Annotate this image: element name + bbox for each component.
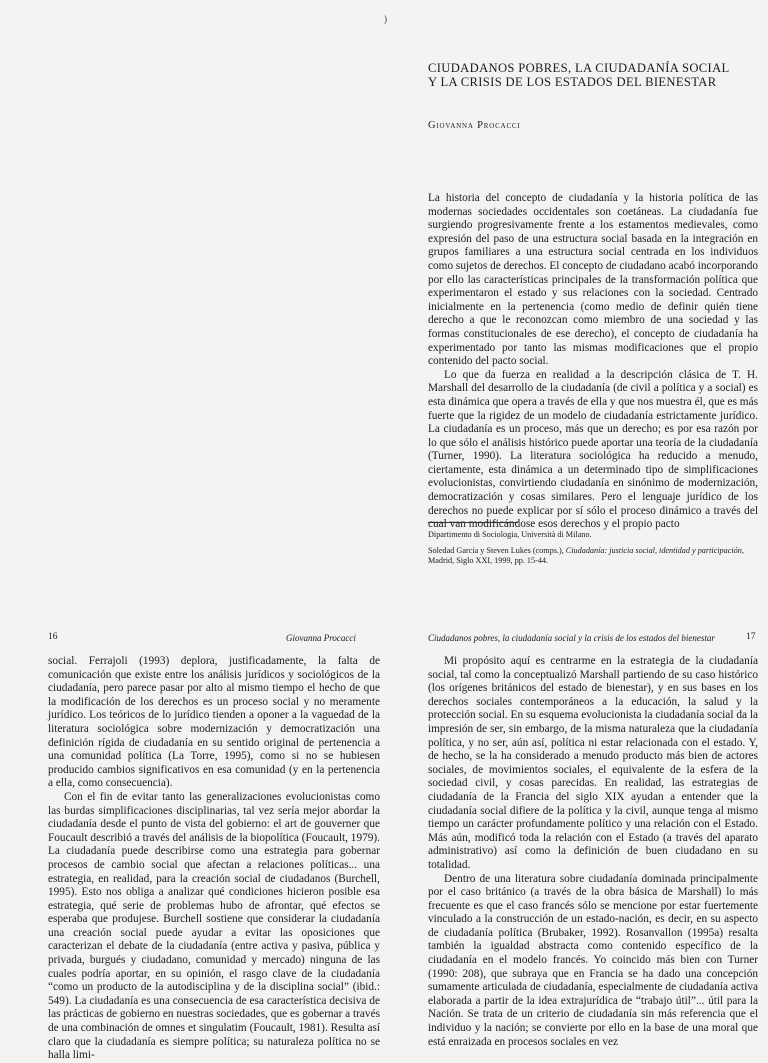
paragraph: Lo que da fuerza en realidad a la descripción clásica de T. H. Marshall del desarrollo de la ciudadanía (de civil a política y a social) es esta dinámica que opera a través de ella y que nos muestra él, que es más fuerte que la rigidez de un modelo de ciudadanía estrictamente jurídico. La ciudadanía es un proceso, más que un derecho; es por esa razón por lo que sólo el análisis histórico puede aportar una teoría de la ciudadanía (Turner, 1990). La literatura sociológica ha reducido a menudo, ciertamente, esta dinámica a un determinado tipo de simplificaciones evolucionistas, convirtiendo ciudadanía en sinónimo de modernización, democratización y cosas similares. Pero el lenguaje jurídico de los derechos no puede explicar por sí sólo el proceso dinámico a través del cual van modificándose esos derechos y el propio pacto: [428, 368, 758, 531]
left-running-head: Giovanna Procacci: [286, 633, 356, 643]
footnote-source-editors: Soledad García y Steven Lukes (comps.),: [428, 546, 566, 555]
left-page-body: [48, 655, 380, 1062]
footnote-source: [428, 546, 758, 566]
paragraph: Con el fin de evitar tanto las generalizaciones evolucionistas como las burdas simplificaciones disciplinarias, tal vez sería mejor abordar la ciudadanía desde el punto de vista del gobierno: el art de gouverner que Foucault describió a través del análisis de la biopolítica (Foucault, 1979). La ciudadanía puede describirse como una estrategia para gobernar procesos de cambio social que afectan a relaciones políticas... una estrategia, en realidad, para la creación social de ciudadanos (Burchell, 1995). Esto nos obliga a analizar qué condiciones hicieron posible esa estrategia, qué serie de problemas hubo de afrontar, qué efectos se esperaba que produjese. Burchell sostiene que considerar la ciudadanía una creación social puede ayudar a evitar las oposiciones que caracterizan el debate de la ciudadanía (entre activa y pasiva, pública y privada, burgués y ciudadano, comunidad y mercado) ninguna de las cuales podría aportar, en su opinión, el rasgo clave de la ciudadanía “como un producto de la autodisciplina y de la disciplina social” (ibid.: 549). La ciudadanía es una consecuencia de esa característica decisiva de las prácticas de gobierno en nuestras sociedades, que es gobernar a través de una combinación de omnes et singulatim (Foucault, 1981). Resulta así claro que la ciudadanía es siempre política; su naturaleza política no se halla limi-: [48, 790, 380, 1062]
title-line-1: CIUDADANOS POBRES, LA CIUDADANÍA SOCIAL: [428, 61, 730, 75]
right-page-body: [428, 655, 758, 1048]
footnote-source-publisher: , Madrid, Siglo XXI, 1999, pp. 15-44.: [428, 546, 744, 565]
paragraph: La historia del concepto de ciudadanía y la historia política de las modernas sociedades occidentales son coetáneas. La ciudadanía fue surgiendo progresivamente frente a los estamentos medievales, como expresión del paso de una estructura social basada en la integración en grupos familiares a una estructura social centrada en los individuos como sujetos de derechos. El concepto de ciudadano acabó incorporando por ello las características principales de la transformación política que experimentaron el estado y sus relaciones con la sociedad. Centrado inicialmente en la pertenencia (como medio de definir quién tiene derecho a que le reconozcan como miembro de una sociedad y las formas constitucionales de ese derecho), el concepto de ciudadanía ha experimentado por tanto las mismas modificaciones que el propio contenido del pacto social.: [428, 192, 758, 368]
page-mark: ): [384, 14, 387, 24]
right-page-number: 17: [746, 632, 756, 642]
paragraph: Mi propósito aquí es centrarme en la estrategia de la ciudadanía social, tal como la conceptualizó Marshall partiendo de su caso histórico (los orígenes británicos del estado de bienestar), y en sus bases en los derechos sociales contemporáneos a la educación, la salud y la protección social. En su esquema evolucionista la ciudadanía social da la impresión de ser, sin embargo, de la misma naturaleza que la ciudadanía política, y no ser, aún así, política ni estar relacionada con el estado. Y, de hecho, se la ha considerado a menudo producto más bien de actores sociales, de movimientos sociales, el equivalente de la esfera de la sociedad civil, y cosas parecidas. En realidad, las estrategias de ciudadanía de la Francia del siglo XIX ayudan a entender que la ciudadanía social difiere de la política y la civil, aunque tenga al mismo tiempo un carácter profundamente político y una relación con el Estado. Más aún, modificó toda la relación con el Estado (a través del aparato administrativo) así como la definición de buen ciudadano en su totalidad.: [428, 655, 758, 871]
left-page-number: 16: [48, 632, 58, 642]
footnote-source-book-title: Ciudadanía: justicia social, identidad y participación: [565, 546, 742, 555]
author-name: Giovanna Procacci: [428, 120, 521, 131]
chapter-title: [428, 62, 748, 89]
footnote-rule: [428, 522, 518, 523]
paragraph: social. Ferrajoli (1993) deplora, justificadamente, la falta de comunicación que existe entre los análisis jurídicos y sociológicos de la ciudadanía, pero parece pasar por alto al mismo tiempo el hecho de que la modificación de los derechos es un proceso social y no meramente jurídico. Los teóricos de lo jurídico tienden a oponer a la vaguedad de la literatura sociológica sobre modernización y democratización una definición rígida de ciudadanía en su sentido original de pertenencia a una comunidad política (La Torre, 1995), como si no se hubiesen producido cambios significativos en esa comunidad (y en la pertenencia a ella, como consecuencia).: [48, 655, 380, 790]
footnote-affiliation: Dipartimento di Sociologia, Università di Milano.: [428, 530, 592, 539]
paragraph: Dentro de una literatura sobre ciudadanía dominada principalmente por el caso británico (a través de la obra básica de Marshall) lo más frecuente es que el caso francés sólo se mencione por estar fuertemente vinculado a la construcción de un estado-nación, es decir, en su aspecto de ciudadanía política (Brubaker, 1992). Rosanvallon (1995a) resalta también la igualdad abstracta como contenido específico de la ciudadanía en el modelo francés. Yo coincido más bien con Turner (1990: 208), que subraya que en Francia se ha dado una concepción sumamente articulada de ciudadanía, especialmente de ciudadanía activa elaborada a partir de la idea extrajurídica de “trabajo útil”... útil para la Nación. Se trata de un criterio de ciudadanía sin más referencia que el individuo y la nación; se convierte por ello en la base de una moral que está enraizada en procesos sociales en vez: [428, 872, 758, 1048]
title-line-2: Y LA CRISIS DE LOS ESTADOS DEL BIENESTAR: [428, 74, 717, 89]
top-body-text: [428, 192, 758, 531]
right-running-head: Ciudadanos pobres, la ciudadanía social y la crisis de los estados del bienestar: [428, 633, 715, 643]
